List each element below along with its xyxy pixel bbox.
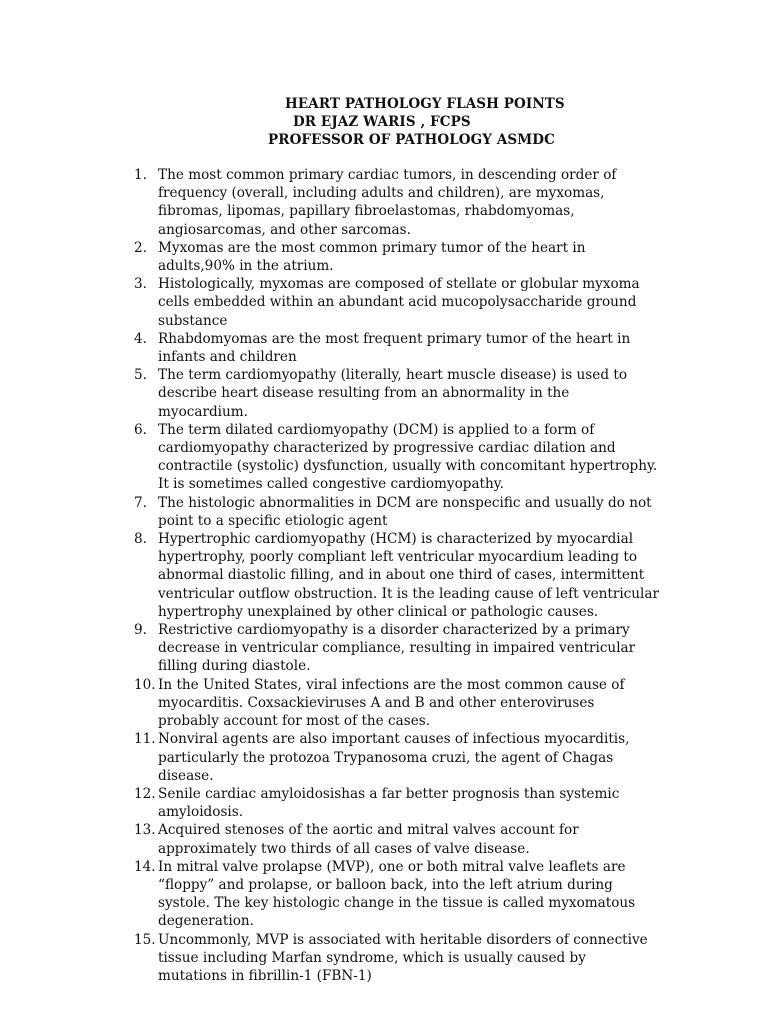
item-number: 15. [134,931,156,948]
list-item [134,730,659,785]
item-number: 7. [134,494,147,511]
item-number: 1. [134,167,147,183]
item-text: Rhabdomyomas are the most frequent primary tumor of the heart in infants and children [158,330,631,366]
item-text: Acquired stenoses of the aortic and mitral valves account for approximately two thirds of all cases of valve disease. [158,822,579,857]
item-number: 14. [134,858,156,875]
item-number: 13. [134,822,156,839]
item-text: Nonviral agents are also important causes of infectious myocarditis, particularly the protozoa Trypanosoma cruzi, the agent of Chagas disease. [158,731,630,784]
list-item [134,166,659,239]
item-number: 9. [134,622,147,639]
item-text: The term cardiomyopathy (literally, heart muscle disease) is used to describe heart disease resulting from an abnormality in the myocardium. [158,367,627,420]
author-line: DR EJAZ WARIS , FCPS [293,114,471,130]
list-item [134,330,659,366]
item-text: Myxomas are the most common primary tumor of the heart in adults,90% in the atrium. [158,239,586,275]
list-item [134,785,659,821]
document-header [0,95,768,149]
item-number: 6. [134,421,147,438]
item-text: The histologic abnormalities in DCM are nonspecific and usually do not point to a specific etiologic agent [158,494,652,529]
item-number: 8. [134,531,147,548]
item-text: The term dilated cardiomyopathy (DCM) is applied to a form of cardiomyopathy characterized by progressive cardiac dilation and contractile (systolic) dysfunction, usually with concomitant hypertrophy. It is sometimes called congestive cardiomyopathy. [158,421,658,493]
item-text: Hypertrophic cardiomyopathy (HCM) is characterized by myocardial hypertrophy, poorly compliant left ventricular myocardium leading to abnormal diastolic filling, and in about one third of cases, intermittent ventricular outflow obstruction. It is the leading cause of left ventricular hypertrophy unexplained by other clinical or pathologic causes. [158,531,659,620]
list-item [134,366,659,421]
document-title: HEART PATHOLOGY FLASH POINTS [285,96,565,112]
item-text: Histologically, myxomas are composed of stellate or globular myxoma cells embedded within an abundant acid mucopolysaccharide ground substance [158,276,640,329]
item-number: 10. [134,676,156,693]
item-number: 11. [134,731,156,748]
list-item [134,494,659,530]
list-item [134,421,659,494]
item-text: In mitral valve prolapse (MVP), one or both mitral valve leaflets are “floppy” and prolapse, or balloon back, into the left atrium during systole. The key histologic change in the tissue is called myxomatous degeneration. [158,858,636,930]
item-number: 2. [134,239,147,256]
list-item [134,821,659,857]
position-line: PROFESSOR OF PATHOLOGY ASMDC [268,132,555,148]
list-item [134,239,659,275]
item-number: 4. [134,330,147,347]
list-item [134,621,659,676]
item-number: 5. [134,367,147,384]
list-item [134,275,659,330]
item-text: Restrictive cardiomyopathy is a disorder characterized by a primary decrease in ventricular compliance, resulting in impaired ventricular filling during diastole. [158,622,636,675]
list-item [134,858,659,931]
flash-points-list [134,166,659,985]
list-item [134,676,659,731]
list-item [134,530,659,621]
item-text: Senile cardiac amyloidosishas a far better prognosis than systemic amyloidosis. [158,785,620,821]
item-text: In the United States, viral infections are the most common cause of myocarditis. Coxsackieviruses A and B and other enteroviruses probably account for most of the cases. [158,676,625,730]
list-item [134,931,659,986]
item-text: The most common primary cardiac tumors, in descending order of frequency (overall, including adults and children), are myxomas, fibromas, lipomas, papillary fibroelastomas, rhabdomyomas, angiosarcomas, and other sarcomas. [158,167,617,238]
item-number: 3. [134,276,147,293]
item-text: Uncommonly, MVP is associated with heritable disorders of connective tissue including Marfan syndrome, which is usually caused by mutations in fibrillin-1 (FBN-1) [158,931,648,984]
item-number: 12. [134,785,156,802]
